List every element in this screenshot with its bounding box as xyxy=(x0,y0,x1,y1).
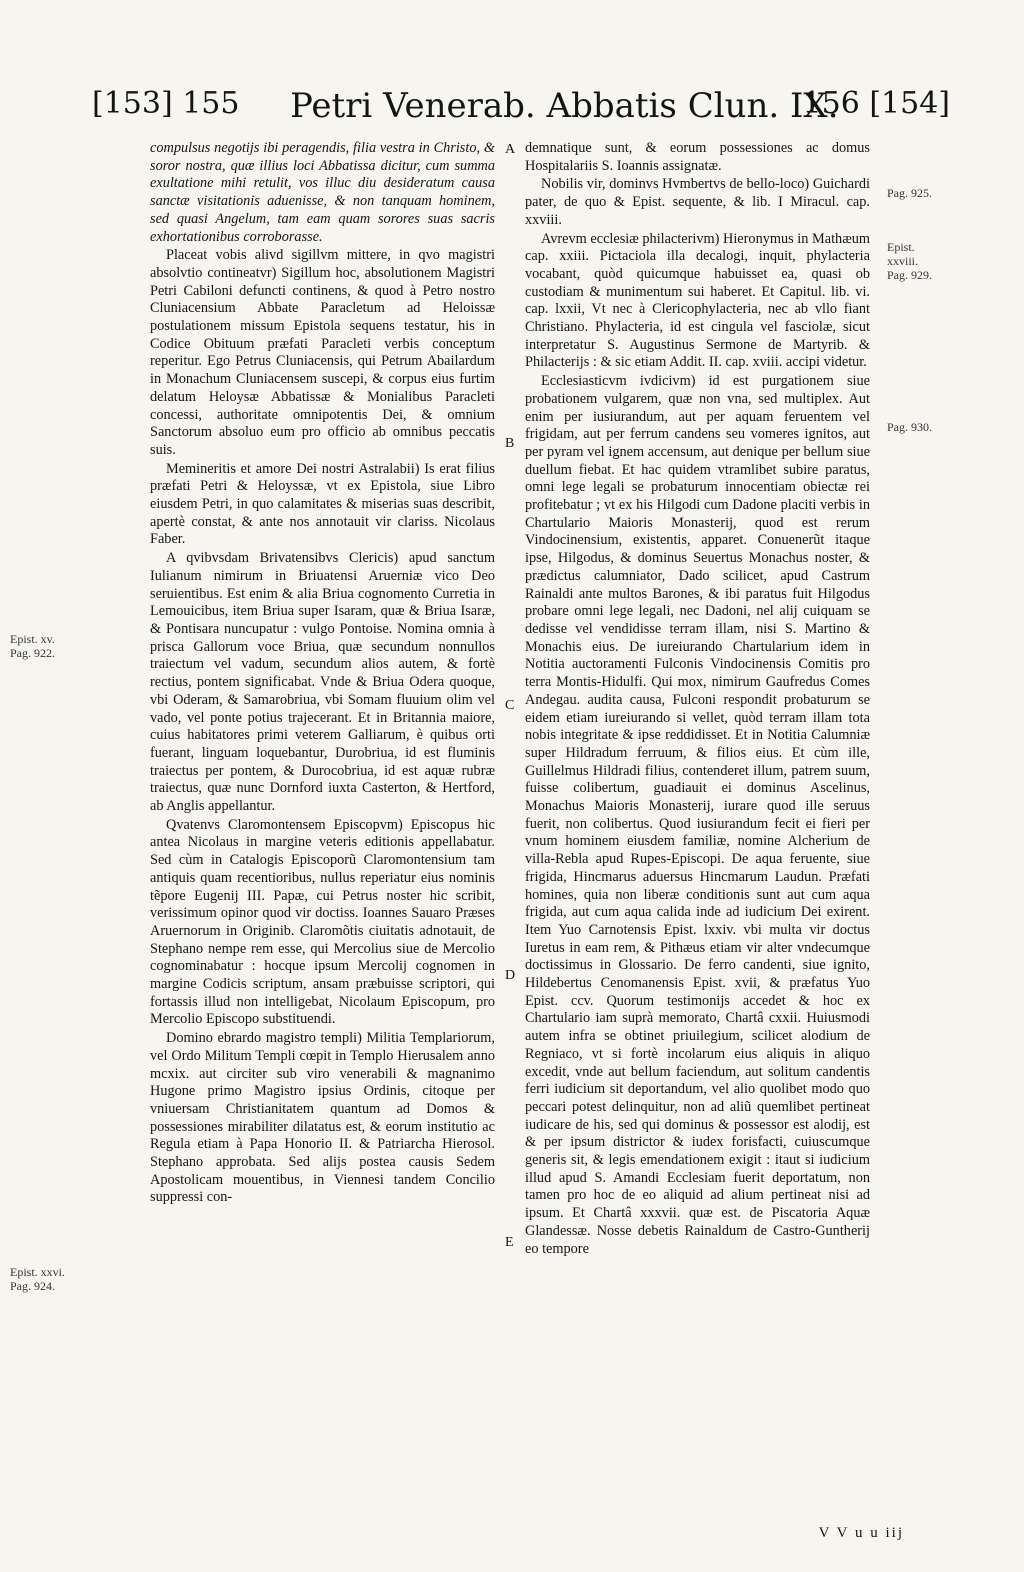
paragraph: demnatique sunt, & eorum possessiones ac domus Hospitalariis S. Ioannis assignatæ. xyxy=(525,140,870,174)
paragraph: compulsus negotijs ibi peragendis, filia vestra in Christo, & soror nostra, quæ illius loci Abbatissa dicitur, cum summa exultatione mihi retulit, vos illuc diu desideratum causa sanctæ visitationis aduenisse, & non tanquam hominem, sed quasi Angelum, tam eam quam sorores suas sacris exhortationibus corroborasse. xyxy=(150,140,495,245)
page-header xyxy=(0,80,1024,140)
paragraph: Avrevm ecclesiæ philacterivm) Hieronymus in Mathæum cap. xxiii. Pictaciola illa decalogi, inquit, phylacteria vocabant, quòd quicumque habuisset ea, quasi ob custodiam & munimentum sui haberet. Et Capitul. lib. vi. cap. lxxii, Vt nec à Clericophylacteria, nec ab vllo fiant Christiano. Phylacteria, id est cingula vel fasciolæ, sicut interpretatur S. Augustinus Sermone de Martyrib. & Philacterijs : & sic etiam Addit. II. cap. xviii. accipi videtur. xyxy=(525,230,870,371)
margin-note-right: Pag. 929. xyxy=(887,268,932,282)
margin-note-left: Epist. xxvi. Pag. 924. xyxy=(10,1265,66,1293)
section-letter: A xyxy=(505,142,516,157)
paragraph: Qvatenvs Claromontensem Episcopvm) Episcopus hic antea Nicolaus in margine veteris editionis appellabatur. Sed cùm in Catalogis Episcoporũ Claromontensium tam antiquis quam recentioribus, nullus reperiatur eius nominis tẽpore Eugenij III. Papæ, cui Petrus noster hic scribit, verissimum opinor quod vir doctiss. Ioannes Sauaro Præses Aruernorum in Originib. Claromõtis ciuitatis adnotauit, de Stephano nempe rem esse, qui Mercolius siue de Mercolio cognominabatur : hocque ipsum Mercolij cognomen in margine Codicis scriptum, ansam præbuisse scriptori, qui fortassis illud non intelligebat, Nicolaum Episcopum, pro Mercolio Episcopo substituendi. xyxy=(150,816,495,1028)
right-column xyxy=(525,140,870,1490)
running-title: Petri Venerab. Abbatis Clun. IX. xyxy=(290,86,839,126)
margin-note-right: Pag. 925. xyxy=(887,186,932,200)
section-letter: C xyxy=(505,698,515,713)
page-number-right: 156 [154] xyxy=(802,86,950,121)
paragraph: Nobilis vir, dominvs Hvmbertvs de bello-loco) Guichardi pater, de quo & Epist. sequente, & lib. I Miracul. cap. xxviii. xyxy=(525,176,870,228)
paragraph: Domino ebrardo magistro templi) Militia Templariorum, vel Ordo Militum Templi cœpit in Templo Hierusalem anno mcxix. aut circiter sub viro venerabili & magnanimo Hugone primo Magistro ipsius Ordinis, citoque per vniuersam Christianitatem quantum ad Domos & possessiones mirabiliter dilatatus est, & eorum institutio ac Regula etiam à Papa Honorio II. & Patriarcha Hierosol. Stephano approbata. Sed alijs postea causis Sedem Apostolicam mouentibus, in Viennesi tandem Concilio suppressi con- xyxy=(150,1030,495,1206)
margin-note-right: Pag. 930. xyxy=(887,420,932,434)
section-letter: B xyxy=(505,436,515,451)
page-number-left: [153] 155 xyxy=(92,86,240,121)
paragraph: Placeat vobis alivd sigillvm mittere, in qvo magistri absolvtio continеatvr) Sigillum hoc, absolutionem Magistri Petri Cabiloni defuncti continens, & quod à Petro nostro Cluniacensium Abbate Paracletum ad Heloissæ postulationem missum Epistola sequens testatur, his in Codice Obituum præfati Paracleti verbis conceptum reperitur. Ego Petrus Cluniacensis, qui Petrum Abailardum in Monachum Cluniacensem suscepi, & corpus eius furtim delatum Heloysæ Abbatissæ & Monialibus Paracleti concessi, authoritate omnipotentis Dei, & omnium Sanctorum absoluo eum pro officio ab omnibus peccatis suis. xyxy=(150,247,495,458)
margin-note-right: Epist. xxviii. xyxy=(887,240,919,268)
signature-mark: V V u u iij xyxy=(818,1525,904,1541)
left-column xyxy=(150,140,495,1490)
section-letter: D xyxy=(505,968,516,983)
section-letter: E xyxy=(505,1235,514,1250)
margin-note-left: Epist. xv. Pag. 922. xyxy=(10,632,55,660)
paragraph: Memineritis et amore Dei nostri Astralabii) Is erat filius præfati Petri & Heloyssæ, vt ex Epistola, siue Libro eiusdem Petri, in quo calamitates & miserias suas describit, apertè constat, & ante nos annotauit vir clariss. Nicolaus Faber. xyxy=(150,460,495,548)
paragraph: Ecclesiasticvm ivdicivm) id est purgationem siue probationem vulgarem, quæ non vna, sed multiplex. Aut enim per iusiurandum, aut per aquam feruentem vel frigidam, aut per ferrum candens seu vomeres ignitos, aut per pyram vel ignem accensum, aut denique per bellum siue duellum fiebat. Et hac quidem vtramlibet subire paratus, omni lege legali se probaturum innocentiam obiectæ rei profitebatur ; vt ex his Hilgodi cum Dadone placiti verbis in Chartulario Maioris Monasterij, quod est rerum Vindocinensium, existentis, apparet. Conuenerũt itaque ipse, Hilgodus, & dominus Seuertus Monachus noster, & prædictus calumniator, Dado scilicet, apud Castrum Rainaldi ante multos Barones, & ibi paratus fuit Hilgodus probare omni lege legali, nec Dadoni, nel alij cuiquam se dedisse vel vendidisse terram illam, nisi S. Martino & Monachis eius. De iureiurando Chartularium idem in Notitia auctoramenti Fulconis Vindocinensis Comitis pro terra Montis-Hidulfi. Qui mox, nimirum Gaufredus Comes Andegau. audita causa, Fulconi respondit probaturum se eidem etiam iureiurando si vellet, quòd terram illam tota nobis integritate & ipse reddidisset. Et in Notitia Calumniæ super Hildradum ferruum, & filios eius. Et cùm ille, Guillelmus Hildradi filius, contenderet illum, patrem suum, fuisse colibertum, guadiauit ei dominus Ascelinus, Monachus Maioris Monasterij, iurare quod ille seruus fuerit, non colibertus. Quod iusiurandum fecit ei fieri per vnum hominem eiusdem familiæ, nomine Alcherium de villa-Rebla apud Rupes-Episcopi. De aqua feruente, siue frigida, Hincmarus aduersus Hincmarum Laudun. Præfati homines, quia non liberæ conditionis sunt aut cum aqua frigida, aut cum aqua calida inde ad iudicium Dei exirent. Item Yuo Carnotensis Epist. lxxiv. vbi multa vir doctus Iuretus in eam rem, & Pithæus etiam vir alter vndecumque doctissimus in Glossario. De ferro candenti, siue ignito, Hildebertus Cenomanensis Epist. xvii, & præfatus Yuo Epist. ccv. Quorum testimonijs accedet & hoc ex Chartulario iam suprà memorato, Chartâ cxxii. Huiusmodi autem infra se obtinet priuilegium, scilicet alodium de Regniaco, vt si fortè incolarum eius aliquis in aliquo excedit, vnde aut bellum faciendum, aut solitum candentis ferri iudicium sit deportandum, vel alio quolibet modo quo peccari potest delinquitur, non ad aliũ quemlibet pertineat iudicare de his, sed qui dominus & possessor est alodij, est & per ipsum districtor & iudex forisfacti, cuiuscumque generis sit, & legis emendationem exigit : itaut si iudicium illud apud S. Amandi Ecclesiam fuerit deportatum, non tamen pro hoc de eo aliquid ad alium pertineat nisi ad ipsum. Et Chartâ xxxvii. quæ est. de Piscatoria Aquæ Glandessæ. Nosse debetis Rainaldum de Castro-Guntherij eo tempore xyxy=(525,373,870,1257)
paragraph: A qvibvsdam Brivatensibvs Clericis) apud sanctum Iulianum nimirum in Briuatensi Aruerniæ vico Deo seruientibus. Est enim & alia Briua cognomento Curretia in Lemouicibus, item Briua super Isaram, quæ & Briua Isaræ, & Pontisara nuncupatur : vulgo Pontoise. Nomina omnia à prisca Gallorum voce Briua, quæ secundum nonnullos traiectum vel vadum, secundum alios autem, & fortè rectius, pontem significabat. Vnde & Briua Odera quoque, vbi Oderam, & Samarobriua, vbi Somam fluuium olim vel vado, vel ponte potius trajecerant. Et in Britannia maiore, cuius habitatores primi veterem Galliarum, è quibus orti fuerant, linguam loquebantur, Durobriua, id est fluminis traiectus per pontem, & Durocobriua, id est aquæ rubræ traiectus, quæ nunc Dornford iuxta Casterton, & Hertford, ab Anglis appellantur. xyxy=(150,550,495,815)
